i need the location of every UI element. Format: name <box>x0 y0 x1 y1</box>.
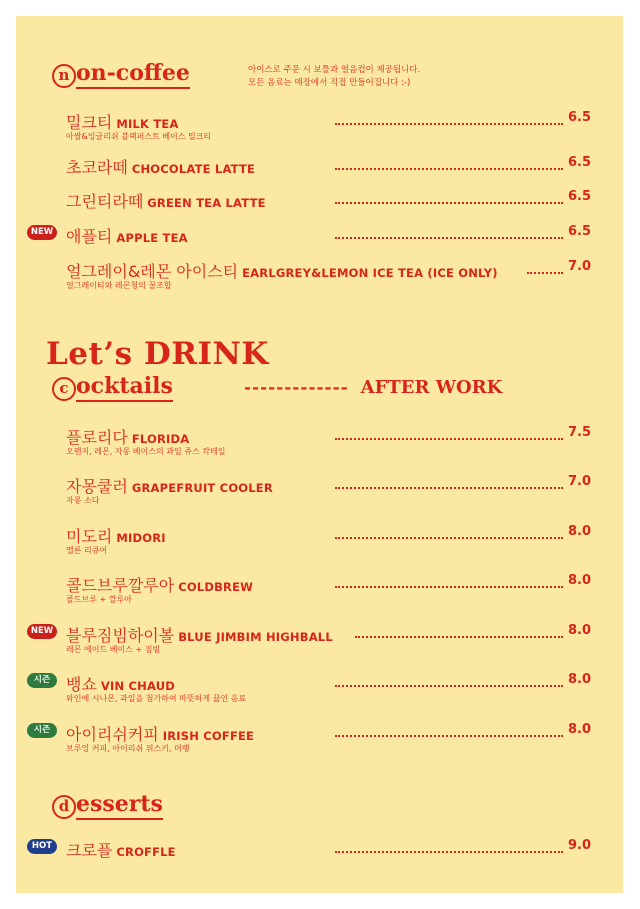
menu-item <box>16 838 623 878</box>
menu-page <box>16 16 623 893</box>
cocktails-title-text: ocktails <box>76 373 173 402</box>
noncoffee-note <box>248 64 420 90</box>
item-price: 8.0 <box>568 623 592 638</box>
item-name-english: MIDORI <box>116 531 166 545</box>
item-name-english: FLORIDA <box>131 432 190 446</box>
new-badge: NEW <box>27 225 57 240</box>
item-name-korean: 얼그레이&레몬 아이스티 EARLGREY&LEMON ICE TEA (ICE ONLY) <box>66 262 498 281</box>
item-name-korean: 크로플 CROFFLE <box>66 841 176 860</box>
dot-leader <box>335 237 563 239</box>
item-name-korean: 플로리다 FLORIDA <box>66 428 190 447</box>
dot-leader <box>335 685 563 687</box>
item-name-english: VIN CHAUD <box>100 679 176 693</box>
menu-item <box>16 524 623 564</box>
item-name-english: APPLE TEA <box>116 231 188 245</box>
noncoffee-note-line: 모든 음료는 매장에서 직접 만들어집니다 :-) <box>248 78 411 88</box>
item-name-english: BLUE JIMBIM HIGHBALL <box>178 630 333 644</box>
menu-item <box>16 259 623 299</box>
item-name-korean: 애플티 APPLE TEA <box>66 227 188 246</box>
menu-item <box>16 573 623 613</box>
item-description: 레몬 에이드 베이스 + 짐빔 <box>66 645 161 654</box>
menu-item <box>16 623 623 663</box>
item-description: 오렌지, 레몬, 자몽 베이스의 과일 쥬스 칵테일 <box>66 447 226 456</box>
desserts-title-mark: d <box>52 795 76 819</box>
menu-item <box>16 722 623 762</box>
hot-badge: HOT <box>27 839 57 854</box>
dot-leader <box>335 168 563 170</box>
after-work-line <box>244 377 502 398</box>
item-name-korean: 아이리쉬커피 IRISH COFFEE <box>66 725 255 744</box>
item-name-english: COLDBREW <box>178 580 254 594</box>
item-price: 8.0 <box>568 524 592 539</box>
item-name-korean: 자몽쿨러 GRAPEFRUIT COOLER <box>66 477 273 496</box>
item-name-korean: 초코라떼 CHOCOLATE LATTE <box>66 158 256 177</box>
item-description: 브루잉 커피, 아이리쉬 위스키, 머랭 <box>66 744 190 753</box>
desserts-title-text: esserts <box>76 791 163 820</box>
item-description: 와인에 시나몬, 과일을 첨가하여 따뜻하게 끓인 음료 <box>66 694 247 703</box>
item-price: 7.0 <box>568 474 592 489</box>
item-price: 7.0 <box>568 259 592 274</box>
item-name-korean: 그린티라떼 GREEN TEA LATTE <box>66 192 266 211</box>
noncoffee-title <box>52 60 190 88</box>
season-badge: 시즌 <box>27 723 57 738</box>
new-badge: NEW <box>27 624 57 639</box>
dot-leader <box>335 487 563 489</box>
noncoffee-title-mark: n <box>52 64 76 88</box>
menu-item <box>16 672 623 712</box>
dot-leader <box>335 123 563 125</box>
item-description: 콜드브루 + 깔루아 <box>66 595 132 604</box>
item-price: 6.5 <box>568 189 592 204</box>
season-badge: 시즌 <box>27 673 57 688</box>
dot-leader <box>335 851 563 853</box>
dot-leader <box>335 586 563 588</box>
item-description: 자몽 소다 <box>66 496 100 505</box>
menu-item <box>16 474 623 514</box>
item-price: 7.5 <box>568 425 592 440</box>
dot-leader <box>335 537 563 539</box>
item-description: 얼그레이티와 레몬청의 꿀조합 <box>66 281 172 290</box>
item-description: 멜론 리큐어 <box>66 546 108 555</box>
item-name-english: EARLGREY&LEMON ICE TEA (ICE ONLY) <box>242 266 498 280</box>
item-name-korean: 밀크티 MILK TEA <box>66 113 179 132</box>
menu-item <box>16 224 623 264</box>
item-price: 8.0 <box>568 573 592 588</box>
dot-leader <box>355 636 563 638</box>
item-name-korean: 미도리 MIDORI <box>66 527 166 546</box>
dot-leader <box>527 272 563 274</box>
item-name-english: GREEN TEA LATTE <box>147 196 266 210</box>
after-work-dashes: ------------- <box>244 378 349 398</box>
item-price: 6.5 <box>568 224 592 239</box>
item-price: 8.0 <box>568 722 592 737</box>
menu-item <box>16 189 623 229</box>
menu-item <box>16 425 623 465</box>
cocktails-title-mark: c <box>52 377 76 401</box>
noncoffee-note-line: 아이스로 주문 시 보틀과 얼음컵이 제공됩니다. <box>248 65 421 75</box>
noncoffee-title-text: on-coffee <box>76 60 190 89</box>
dot-leader <box>335 438 563 440</box>
dot-leader <box>335 202 563 204</box>
desserts-title <box>52 791 163 819</box>
item-name-english: GRAPEFRUIT COOLER <box>131 481 273 495</box>
item-description: 아쌈&잉글리쉬 블랙퍼스트 베이스 밀크티 <box>66 132 212 141</box>
dot-leader <box>335 735 563 737</box>
item-name-english: MILK TEA <box>116 117 179 131</box>
item-name-english: CROFFLE <box>116 845 176 859</box>
item-price: 6.5 <box>568 110 592 125</box>
drink-headline: Let’s DRINK <box>46 336 269 372</box>
item-name-korean: 블루짐빔하이볼 BLUE JIMBIM HIGHBALL <box>66 626 333 645</box>
item-name-korean: 뱅쇼 VIN CHAUD <box>66 675 176 694</box>
item-name-korean: 콜드브루깔루아 COLDBREW <box>66 576 254 595</box>
item-name-english: CHOCOLATE LATTE <box>131 162 256 176</box>
cocktails-title <box>52 373 173 401</box>
item-price: 9.0 <box>568 838 592 853</box>
menu-item <box>16 110 623 150</box>
item-name-english: IRISH COFFEE <box>162 729 255 743</box>
item-price: 6.5 <box>568 155 592 170</box>
after-work-label: AFTER WORK <box>360 377 503 398</box>
item-price: 8.0 <box>568 672 592 687</box>
